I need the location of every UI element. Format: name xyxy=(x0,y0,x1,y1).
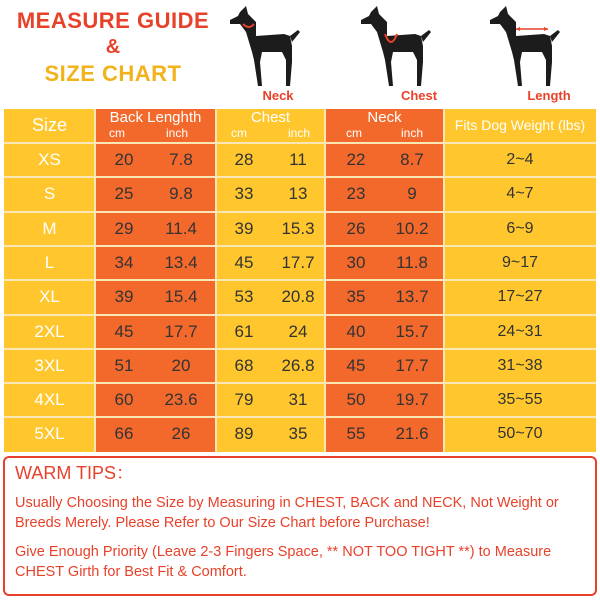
cell-neck-cm: 22 xyxy=(346,150,366,169)
dog-neck-illustration xyxy=(226,2,302,88)
cell-weight: 31~38 xyxy=(497,356,543,374)
cell-back-cm: 39 xyxy=(114,287,134,307)
cell-neck-cm: 30 xyxy=(346,252,366,272)
cell-neck-cm: 40 xyxy=(346,321,366,341)
column-divider xyxy=(215,109,217,452)
cell-chest-inch: 13 xyxy=(288,184,308,204)
cell-neck-inch: 21.6 xyxy=(395,424,429,444)
cell-back-cm: 45 xyxy=(114,321,134,341)
cell-neck-inch: 11.8 xyxy=(396,252,428,272)
cell-chest-cm: 79 xyxy=(234,390,254,410)
cell-back-inch: 23.6 xyxy=(164,390,198,410)
cell-back-cm: 34 xyxy=(114,252,134,272)
cell-back-cm: 29 xyxy=(114,218,134,238)
cell-neck-inch: 8.7 xyxy=(400,150,424,169)
cell-chest-inch: 31 xyxy=(288,390,308,410)
cell-back-cm: 60 xyxy=(114,390,134,410)
dog-length-illustration xyxy=(486,2,562,88)
cell-back-inch: 20 xyxy=(171,355,191,375)
warm-tips-box xyxy=(3,456,597,596)
header-chest-title: Chest xyxy=(250,109,291,126)
header-unit-inch: inch xyxy=(401,126,424,140)
title-ampersand: & xyxy=(105,36,121,58)
cell-size: 5XL xyxy=(34,424,65,444)
dog-label-chest: Chest xyxy=(400,88,438,103)
cell-chest-inch: 11 xyxy=(289,150,307,169)
cell-back-inch: 9.8 xyxy=(169,184,193,204)
cell-weight: 2~4 xyxy=(506,151,534,168)
cell-weight: 4~7 xyxy=(506,185,534,203)
header-neck-title: Neck xyxy=(367,109,402,126)
header-neck xyxy=(325,109,444,142)
cell-neck-cm: 26 xyxy=(346,218,366,238)
cell-back-cm: 25 xyxy=(114,184,134,204)
cell-size: M xyxy=(42,218,57,238)
header-unit-inch: inch xyxy=(166,126,189,140)
cell-chest-inch: 17.7 xyxy=(281,252,315,272)
cell-neck-cm: 50 xyxy=(346,390,366,410)
cell-neck-inch: 19.7 xyxy=(395,390,429,410)
header-unit-cm: cm xyxy=(109,126,125,140)
cell-weight: 9~17 xyxy=(501,253,539,271)
header-size: Size xyxy=(31,115,67,135)
cell-back-inch: 7.8 xyxy=(169,150,193,169)
row-divider xyxy=(4,211,596,213)
cell-back-cm: 20 xyxy=(114,150,134,169)
column-divider xyxy=(443,109,445,452)
cell-neck-inch: 10.2 xyxy=(395,218,429,238)
cell-chest-cm: 28 xyxy=(234,150,254,169)
cell-chest-inch: 15.3 xyxy=(281,218,315,238)
warm-tips-title: WARM TIPS： xyxy=(15,463,135,483)
cell-chest-cm: 61 xyxy=(234,321,254,341)
cell-chest-cm: 89 xyxy=(234,424,254,444)
cell-neck-cm: 35 xyxy=(346,287,366,307)
cell-size: 4XL xyxy=(34,390,65,410)
dog-chest-illustration xyxy=(357,2,433,88)
dog-label-length: Length xyxy=(527,88,571,103)
cell-size: L xyxy=(44,252,55,272)
title-measure-guide: MEASURE GUIDE xyxy=(16,8,210,33)
cell-chest-inch: 20.8 xyxy=(281,287,315,307)
cell-neck-cm: 23 xyxy=(346,184,366,204)
header-back-length xyxy=(95,109,216,142)
cell-chest-cm: 39 xyxy=(234,218,254,238)
cell-neck-inch: 9 xyxy=(407,184,417,204)
header-unit-inch: inch xyxy=(288,126,311,140)
cell-weight: 17~27 xyxy=(497,288,543,306)
cell-back-cm: 51 xyxy=(114,355,134,375)
cell-back-inch: 17.7 xyxy=(164,321,198,341)
cell-size: XL xyxy=(39,287,60,307)
cell-back-inch: 26 xyxy=(171,424,191,444)
warm-tip-1: Usually Choosing the Size by Measuring in CHEST, BACK and NECK, Not Weight or Breeds Merely. Please Refer to Our Size Chart before Purchase! xyxy=(15,495,559,531)
header-unit-cm: cm xyxy=(231,126,247,140)
cell-chest-cm: 53 xyxy=(234,287,254,307)
row-divider xyxy=(4,314,596,316)
size-chart-table xyxy=(4,109,596,452)
cell-neck-inch: 17.7 xyxy=(395,355,429,375)
title-size-chart: SIZE CHART xyxy=(44,61,182,86)
cell-weight: 6~9 xyxy=(506,219,534,237)
cell-neck-inch: 15.7 xyxy=(395,321,429,341)
cell-size: S xyxy=(43,184,56,204)
cell-back-inch: 15.4 xyxy=(164,287,198,307)
warm-tip-2: Give Enough Priority (Leave 2-3 Fingers Space, ** NOT TOO TIGHT **) to Measure CHEST Girth for Best Fit & Comfort. xyxy=(15,544,552,580)
cell-neck-inch: 13.7 xyxy=(395,287,429,307)
cell-neck-cm: 55 xyxy=(346,424,366,444)
row-divider xyxy=(4,176,596,178)
cell-size: 2XL xyxy=(34,321,65,341)
cell-chest-cm: 68 xyxy=(234,355,254,375)
cell-chest-inch: 26.8 xyxy=(281,355,315,375)
cell-back-inch: 13.4 xyxy=(164,252,198,272)
cell-chest-cm: 33 xyxy=(234,184,254,204)
row-divider xyxy=(4,348,596,350)
cell-weight: 50~70 xyxy=(497,425,543,443)
cell-chest-inch: 24 xyxy=(288,321,308,341)
header-back-length-title: Back Lenghth xyxy=(109,109,202,126)
column-divider xyxy=(324,109,326,452)
cell-size: 3XL xyxy=(34,355,65,375)
dog-label-neck: Neck xyxy=(262,88,294,103)
row-divider xyxy=(4,382,596,384)
cell-neck-cm: 45 xyxy=(346,355,366,375)
row-divider xyxy=(4,416,596,418)
column-divider xyxy=(94,109,96,452)
cell-weight: 35~55 xyxy=(497,391,543,409)
row-divider xyxy=(4,279,596,281)
header-chest xyxy=(216,109,325,142)
cell-back-cm: 66 xyxy=(114,424,134,444)
cell-chest-cm: 45 xyxy=(234,252,254,272)
row-divider xyxy=(4,245,596,247)
title-block xyxy=(0,4,226,90)
header-fits-dog-weight: Fits Dog Weight (lbs) xyxy=(454,117,586,133)
cell-back-inch: 11.4 xyxy=(165,218,197,238)
header-unit-cm: cm xyxy=(346,126,362,140)
cell-weight: 24~31 xyxy=(497,322,543,340)
cell-chest-inch: 35 xyxy=(288,424,308,444)
cell-size: XS xyxy=(38,150,61,169)
row-divider xyxy=(4,142,596,144)
